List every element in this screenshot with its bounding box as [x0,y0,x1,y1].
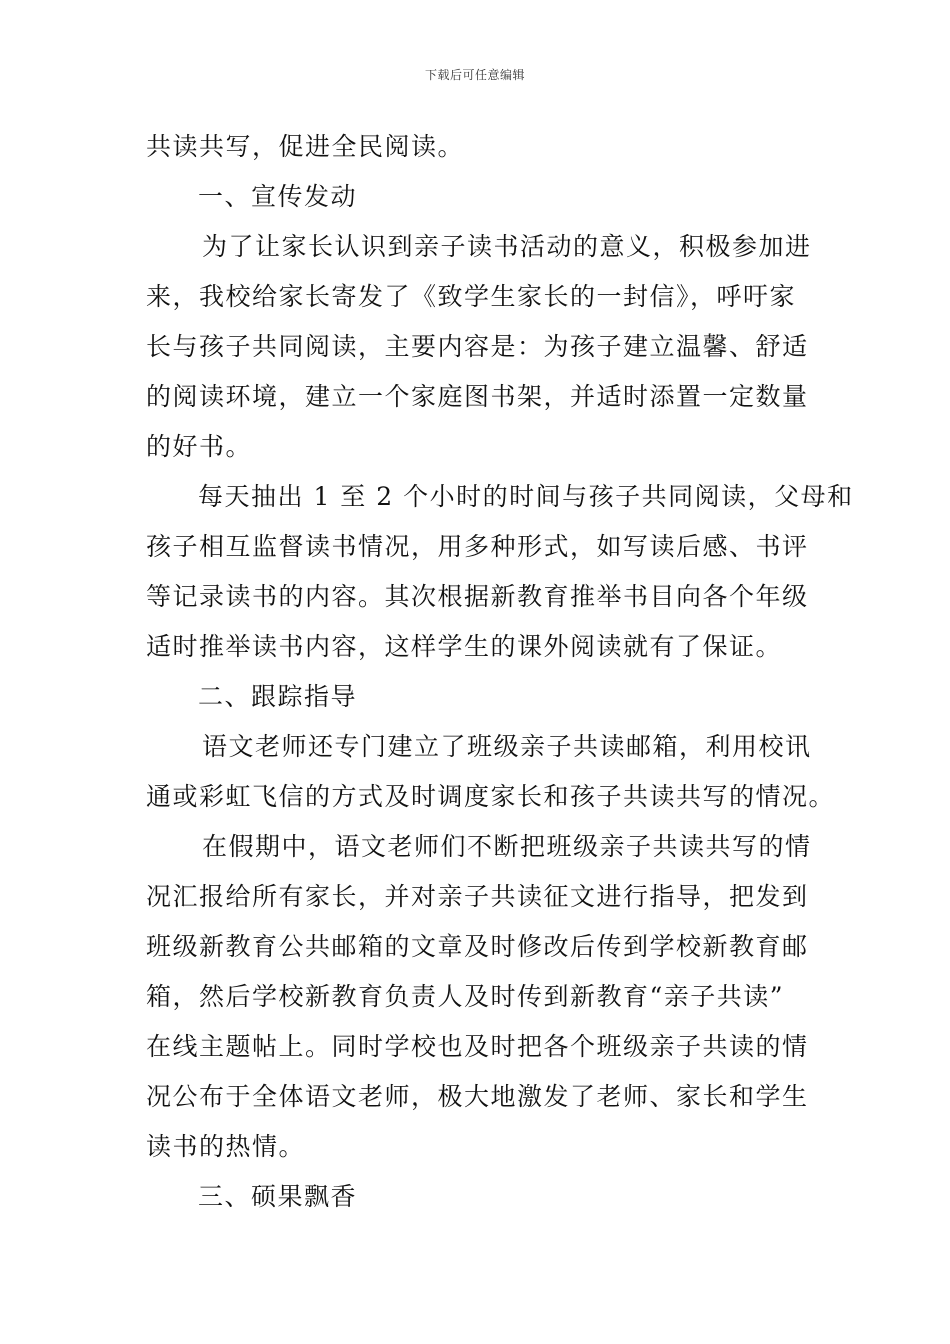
text-line: 每天抽出 1 至 2 个小时的时间与孩子共同阅读，父母和 [198,482,854,511]
text-line: 来，我校给家长寄发了《致学生家长的一封信》，呼吁家 [146,282,797,311]
section-heading-1: 一、宣传发动 [198,182,358,211]
text-line: 读书的热情。 [146,1132,306,1161]
text-line: 长与孩子共同阅读，主要内容是：为孩子建立温馨、舒适 [146,332,809,361]
text-line: 通或彩虹飞信的方式及时调度家长和孩子共读共写的情况。 [146,782,836,811]
text-line: 箱，然后学校新教育负责人及时传到新教育“亲子共读” [146,982,785,1011]
text-line: 在线主题帖上。同时学校也及时把各个班级亲子共读的情 [146,1032,809,1061]
text-line: 班级新教育公共邮箱的文章及时修改后传到学校新教育邮 [146,932,809,961]
text-line: 的好书。 [146,432,253,461]
text-line: 适时推举读书内容，这样学生的课外阅读就有了保证。 [146,632,783,661]
text-line: 孩子相互监督读书情况，用多种形式，如写读后感、书评 [146,532,809,561]
text-line: 语文老师还专门建立了班级亲子共读邮箱，利用校讯 [202,732,812,761]
text-line: 况汇报给所有家长，并对亲子共读征文进行指导，把发到 [146,882,809,911]
page-header: 下载后可任意编辑 [424,68,525,82]
section-heading-2: 二、跟踪指导 [198,682,358,711]
text-line: 在假期中，语文老师们不断把班级亲子共读共写的情 [202,832,812,861]
document-body [146,122,854,1222]
text-line: 的阅读环境，建立一个家庭图书架，并适时添置一定数量 [146,382,809,411]
text-line: 共读共写，促进全民阅读。 [146,132,465,161]
section-heading-3: 三、硕果飘香 [198,1182,358,1211]
text-line: 为了让家长认识到亲子读书活动的意义，积极参加进 [202,232,812,261]
text-line: 等记录读书的内容。其次根据新教育推举书目向各个年级 [146,582,809,611]
text-line: 况公布于全体语文老师，极大地激发了老师、家长和学生 [146,1082,809,1111]
